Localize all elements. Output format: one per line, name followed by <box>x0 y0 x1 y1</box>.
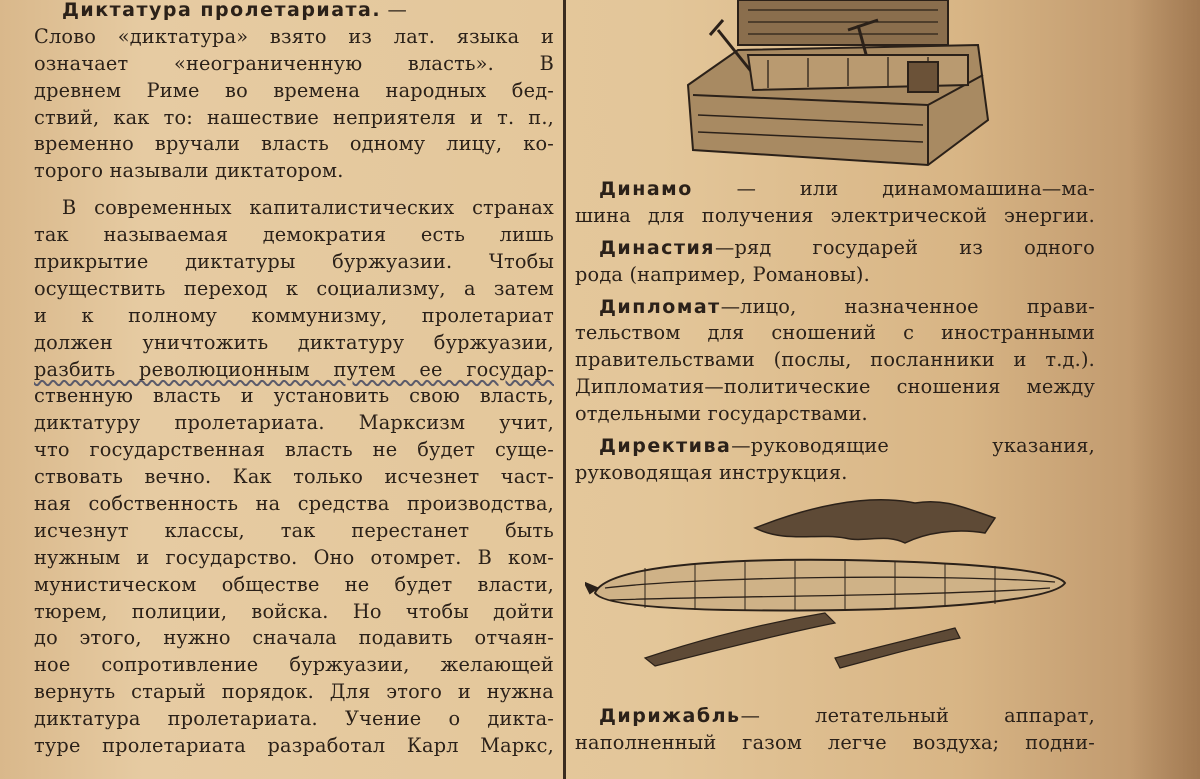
right-column <box>575 176 1095 487</box>
text-line: вернуть старый порядок. Для этого и нужна <box>34 680 554 704</box>
entry-term: Династия <box>599 236 715 259</box>
text-line: должен уничтожить диктатуру буржуазии, <box>34 330 554 354</box>
text-line: тюрем, полиции, войска. Но чтобы дойти <box>34 599 554 623</box>
entry-line <box>575 176 1095 203</box>
text-line: Дипломатия—политические сношения между <box>575 375 1095 399</box>
entry-dynamo <box>575 176 1095 230</box>
text-line: временно вручали власть одному лицу, ко- <box>34 132 554 156</box>
text-line: нужным и государство. Оно отомрет. В ком- <box>34 545 554 569</box>
text-line: ственную власть и установить свою власть, <box>34 384 554 408</box>
airship-illustration <box>585 488 1075 693</box>
entry-term: Диктатура пролетариата. <box>62 0 382 21</box>
text-line: диктатуру пролетариата. Марксизм учит, <box>34 411 554 435</box>
paragraph-2 <box>34 195 554 760</box>
text-line: торого называли диктатором. <box>34 159 344 183</box>
text-line: и к полному коммунизму, пролетариат <box>34 303 554 327</box>
entry-line <box>575 703 1095 730</box>
text-line: древнем Риме во времена народных бед- <box>34 78 554 102</box>
entry-line <box>575 235 1095 262</box>
text-line: ное сопротивление буржуазии, желающей <box>34 653 554 677</box>
text-line: диктатура пролетариата. Учение о дикта- <box>34 707 554 731</box>
entry-term: Динамо <box>599 178 693 200</box>
text-line: ствовать вечно. Как только исчезнет част- <box>34 465 554 489</box>
text-line: что государственная власть не будет суще- <box>34 438 554 462</box>
entry-text: —руководящие указания, <box>731 434 1095 458</box>
text-line: исчезнут классы, так перестанет быть <box>34 518 554 542</box>
text-line: так называемая демократия есть лишь <box>34 223 554 247</box>
text-line: ная собственность на средства производства, <box>34 492 554 516</box>
text-line: отдельными государствами. <box>575 402 868 426</box>
dynamo-illustration <box>678 0 998 170</box>
text-line: наполненный газом легче воздуха; подни- <box>575 730 1095 754</box>
column-divider <box>563 0 566 779</box>
left-column <box>34 0 554 760</box>
entry-line <box>575 294 1095 321</box>
text-line: рода (например, Романовы). <box>575 262 870 286</box>
entry-directive <box>575 433 1095 487</box>
entry-line <box>575 433 1095 460</box>
entry-text: —ряд государей из одного <box>714 235 1095 259</box>
paragraph-1 <box>34 24 554 185</box>
text-line: тельством для сношений с иностранными <box>575 321 1095 345</box>
text-line: прикрытие диктатуры буржуазии. Чтобы <box>34 250 554 274</box>
entry-dynasty <box>575 235 1095 289</box>
text-line: В современных капиталистических странах <box>62 196 554 220</box>
text-line: означает «неограниченную власть». В <box>34 51 554 75</box>
text-line: до этого, нужно сначала подавить отчаян- <box>34 626 554 650</box>
entry-diplomat <box>575 294 1095 428</box>
underlined-line: разбить революционным путем ее государ- <box>34 357 554 381</box>
text-line: туре пролетариата разработал Карл Маркс, <box>34 734 554 758</box>
page-edge-shadow <box>1130 0 1200 779</box>
entry-text: — или динамомашина—ма- <box>692 177 1095 200</box>
entry-text: —лицо, назначенное прави- <box>720 294 1095 318</box>
entry-text: — летательный аппарат, <box>740 704 1095 727</box>
text-line: руководящая инструкция. <box>575 460 848 484</box>
entry-dash: — <box>387 0 407 21</box>
entry-airship <box>575 703 1095 757</box>
text-line: ствий, как то: нашествие неприятеля и т. п., <box>34 105 554 129</box>
text-line: осуществить переход к социализму, а затем <box>34 276 554 300</box>
entry-term: Дипломат <box>599 295 721 318</box>
text-line: правительствами (послы, посланники и т.д.). <box>575 348 1095 372</box>
text-line: шина для получения электрической энергии. <box>575 203 1095 227</box>
entry-term: Дирижабль <box>599 705 741 727</box>
text-line: Слово «диктатура» взято из лат. языка и <box>34 24 554 48</box>
text-line: мунистическом обществе не будет власти, <box>34 572 554 596</box>
entry-heading <box>34 0 554 24</box>
entry-term: Директива <box>599 435 732 458</box>
